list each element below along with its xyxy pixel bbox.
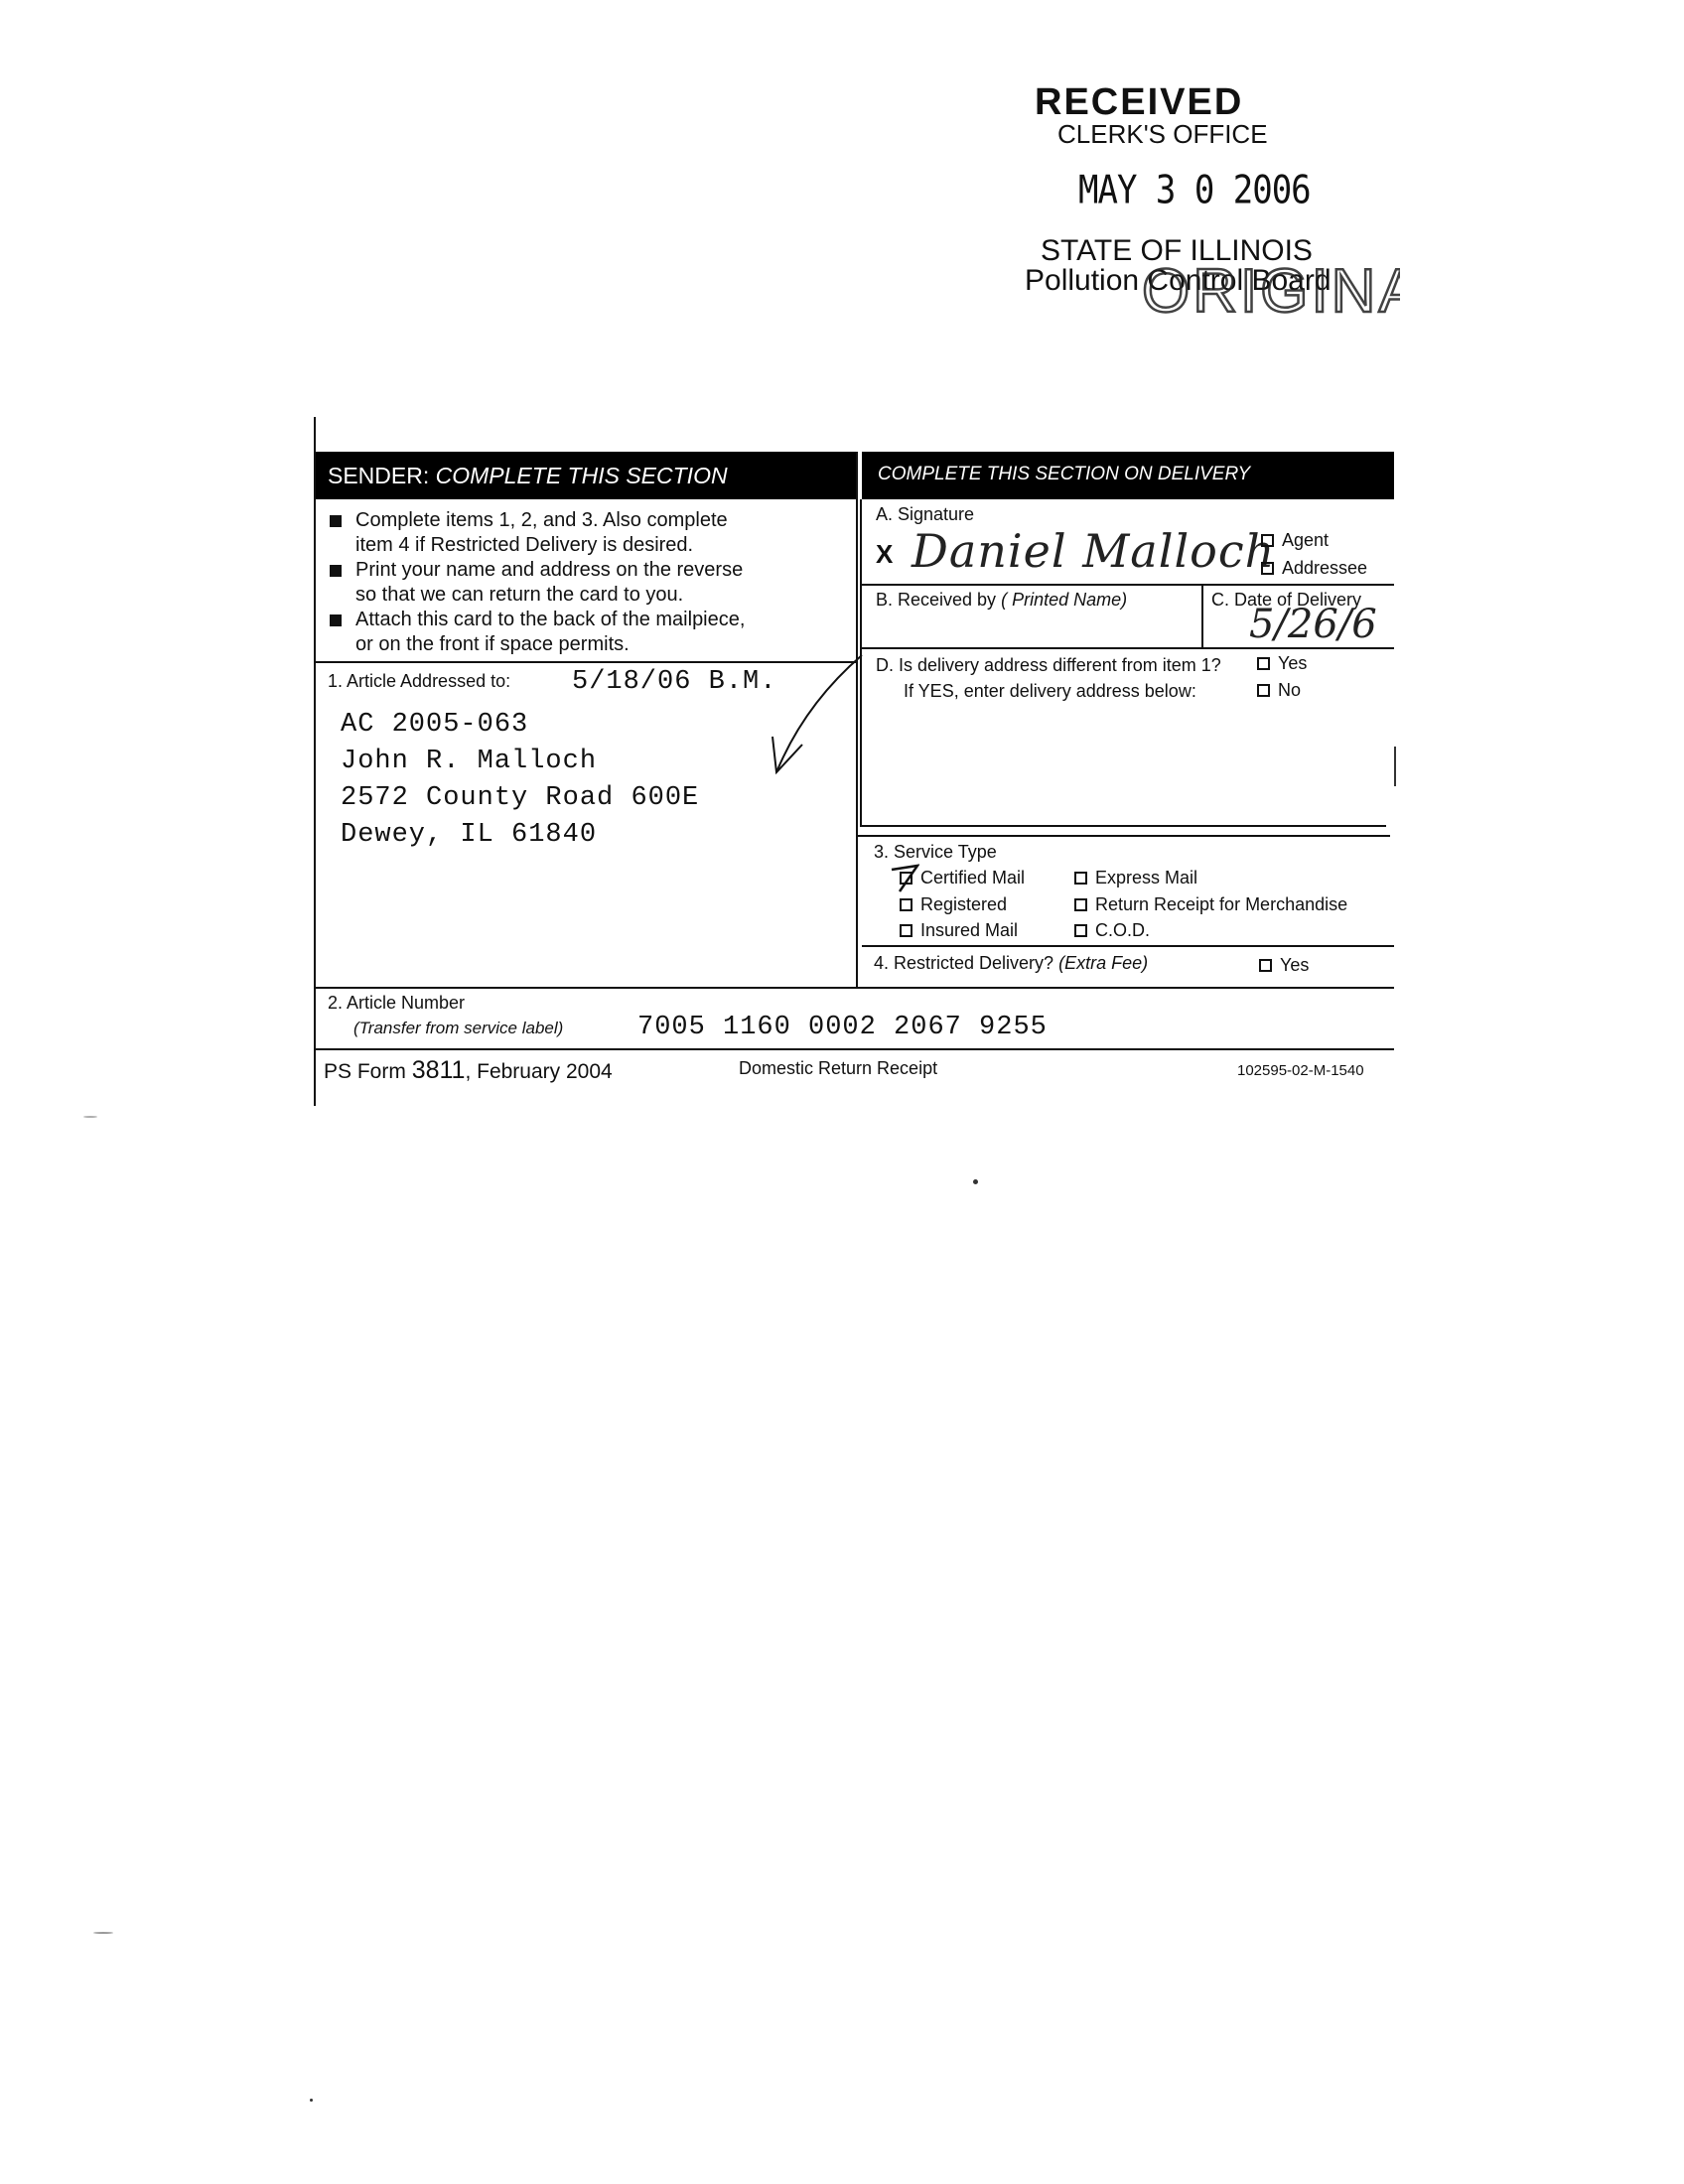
insured-option: [900, 920, 1018, 941]
registered-option: [900, 894, 1007, 915]
date-divider: [1201, 584, 1203, 649]
restricted-label: 4. Restricted Delivery?: [874, 953, 1054, 973]
checkbox-icon: [1261, 562, 1274, 575]
restricted-fee: (Extra Fee): [1058, 953, 1149, 973]
scan-speck: [83, 1116, 97, 1118]
article-number-sublabel: (Transfer from service label): [353, 1019, 564, 1037]
stamp-clerk-office: CLERK'S OFFICE: [1057, 119, 1268, 149]
check-icon: [890, 854, 919, 893]
scan-mark: [1394, 747, 1396, 786]
sender-header-rest: COMPLETE THIS SECTION: [435, 463, 728, 488]
instruction-line: Complete items 1, 2, and 3. Also complete: [355, 509, 728, 531]
bullet-icon: [330, 565, 342, 577]
scan-speck: [973, 1179, 978, 1184]
article-addressed-label: 1. Article Addressed to:: [328, 671, 511, 691]
address-line: AC 2005-063: [341, 710, 529, 740]
addressee-label: Addressee: [1282, 558, 1368, 578]
scan-speck: [310, 2099, 313, 2102]
article-number-label: 2. Article Number: [328, 993, 466, 1013]
checkbox-icon: [1074, 872, 1087, 885]
checkbox-icon: [1259, 959, 1272, 972]
delivery-header: [862, 452, 1394, 499]
cod-label: C.O.D.: [1095, 920, 1151, 940]
addressee-option: [1261, 558, 1367, 579]
registered-label: Registered: [920, 894, 1008, 914]
bullet-icon: [330, 515, 342, 527]
article-number-value: 7005 1160 0002 2067 9255: [637, 1013, 1048, 1042]
delivery-header-label: COMPLETE THIS SECTION ON DELIVERY: [878, 464, 1251, 484]
stamp-date: MAY 3 0 2006: [1078, 168, 1311, 213]
form-title: Domestic Return Receipt: [739, 1058, 938, 1078]
checkbox-icon: [1257, 684, 1270, 697]
ps-form-prefix: PS Form: [324, 1060, 406, 1083]
delivery-box-bottom: [860, 825, 1386, 827]
received-by-field: [876, 590, 1127, 611]
instruction-line: Attach this card to the back of the mailpiece,: [355, 609, 746, 630]
d-if-yes: If YES, enter delivery address below:: [904, 681, 1196, 701]
service-divider: [862, 945, 1394, 947]
ps-form: [324, 1056, 613, 1085]
express-label: Express Mail: [1095, 868, 1198, 887]
article-number-divider: [316, 987, 1394, 989]
checkbox-icon: [900, 924, 912, 937]
restricted-field: [874, 953, 1148, 974]
date-initials: 5/18/06 B.M.: [572, 667, 777, 697]
signature-divider: [862, 584, 1394, 586]
instruction-line: so that we can return the card to you.: [355, 584, 684, 606]
instruction-line: Print your name and address on the reverse: [355, 559, 744, 581]
address-line: Dewey, IL 61840: [341, 820, 598, 850]
sender-header: [316, 452, 856, 499]
checkbox-icon: [1257, 657, 1270, 670]
original-stamp-mark: [1142, 256, 1400, 326]
insured-label: Insured Mail: [920, 920, 1019, 940]
instruction-line: item 4 if Restricted Delivery is desired.: [355, 534, 694, 556]
checkbox-icon: [1074, 924, 1087, 937]
address-line: 2572 County Road 600E: [341, 783, 700, 813]
ps-form-date: , February 2004: [465, 1060, 613, 1083]
date-of-delivery-value: 5/26/6: [1249, 602, 1377, 647]
agent-label: Agent: [1282, 530, 1330, 550]
delivery-box-bottom-outer: [856, 835, 1390, 837]
instruction-line: or on the front if space permits.: [355, 633, 630, 655]
svg-text:ORIGINAL: ORIGIN: [1142, 257, 1379, 326]
stamp-received: RECEIVED: [1035, 81, 1244, 123]
agent-option: [1261, 530, 1329, 551]
checkbox-icon: [1074, 898, 1087, 911]
bullet-icon: [330, 614, 342, 626]
scan-speck: [93, 1932, 113, 1934]
restricted-yes-label: Yes: [1280, 955, 1310, 975]
signature-label: A. Signature: [876, 504, 975, 524]
d-yes-option: [1257, 653, 1307, 674]
footer-divider: [316, 1048, 1394, 1050]
form-code: 102595-02-M-1540: [1237, 1062, 1364, 1079]
d-no-label: No: [1278, 680, 1302, 700]
sender-instructions: [330, 508, 745, 657]
received-divider: [862, 647, 1394, 649]
stamp-state: STATE OF ILLINOIS: [1041, 234, 1313, 267]
ps-form-number: 3811: [411, 1056, 466, 1084]
address-block: [341, 707, 699, 854]
stamp-board: Pollution Control Board: [1025, 264, 1332, 297]
sender-header-lead: SENDER:: [328, 463, 430, 488]
express-option: [1074, 868, 1197, 888]
date-of-delivery-label: C. Date of Delivery: [1211, 590, 1362, 610]
d-yes-label: Yes: [1278, 653, 1308, 673]
service-type-label: 3. Service Type: [874, 842, 997, 862]
received-by-printed: ( Printed Name): [1001, 590, 1128, 610]
signature-x: X: [876, 539, 894, 569]
restricted-yes-option: [1259, 955, 1309, 976]
checkbox-icon: [1261, 534, 1274, 547]
d-no-option: [1257, 680, 1301, 701]
cod-option: [1074, 920, 1150, 941]
form-left-edge: [314, 417, 316, 1106]
certified-label: Certified Mail: [920, 868, 1026, 887]
checkmark-icon: [765, 645, 874, 784]
d-question: D. Is delivery address different from item 1?: [876, 655, 1221, 675]
signature: Daniel Malloch: [912, 524, 1276, 578]
return-receipt-label: Return Receipt for Merchandise: [1095, 894, 1348, 914]
received-by-label: B. Received by: [876, 590, 997, 610]
address-line: John R. Malloch: [341, 747, 598, 776]
original-stamp: [1142, 256, 1400, 341]
return-receipt-option: [1074, 894, 1347, 915]
checkbox-icon: [900, 898, 912, 911]
